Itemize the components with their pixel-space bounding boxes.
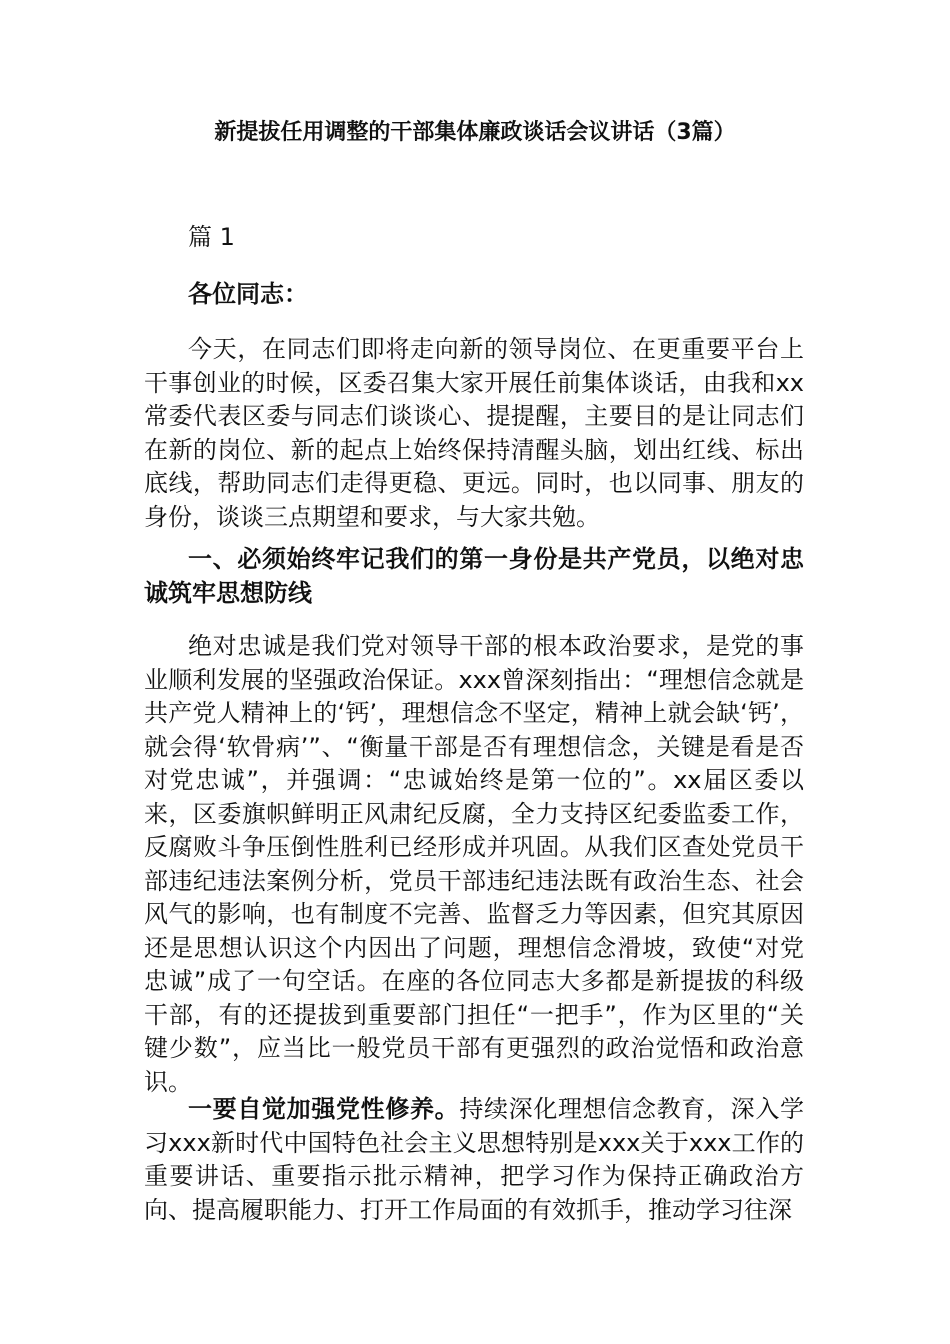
salutation: 各位同志： bbox=[188, 280, 308, 308]
body-paragraph-2 bbox=[144, 1093, 804, 1227]
document-title: 新提拔任用调整的干部集体廉政谈话会议讲话（3篇） bbox=[214, 120, 736, 145]
section-heading-1: 一、必须始终牢记我们的第一身份是共产党员，以绝对忠诚筑牢思想防线 bbox=[144, 545, 804, 607]
section-label: 篇 1 bbox=[188, 223, 235, 251]
body-paragraph-2-text: 持续深化理想信念教育，深入学习xxx新时代中国特色社会主义思想特别是xxx关于xxx工作的重要讲话、重要指示批示精神，把学习作为保持正确政治方向、提高履职能力、打开工作局面的有效抓手，推动学习往深 bbox=[144, 1095, 805, 1224]
body-paragraph-1: 绝对忠诚是我们党对领导干部的根本政治要求，是党的事业顺利发展的坚强政治保证。xxx曾深刻指出：“理想信念就是共产党人精神上的‘钙’，理想信念不坚定，精神上就会缺‘钙’，就会得‘软骨病’”、“衡量干部是否有理想信念，关键是看是否对党忠诚”，并强调：“忠诚始终是第一位的”。xx届区委以来，区委旗帜鲜明正风肃纪反腐，全力支持区纪委监委工作，反腐败斗争压倒性胜利已经形成并巩固。从我们区查处党员干部违纪违法案例分析，党员干部违纪违法既有政治生态、社会风气的影响，也有制度不完善、监督乏力等因素，但究其原因还是思想认识这个内因出了问题，理想信念滑坡，致使“对党忠诚”成了一句空话。在座的各位同志大多都是新提拔的科级干部，有的还提拔到重要部门担任“一把手”，作为区里的“关键少数”，应当比一般党员干部有更强烈的政治觉悟和政治意识。 bbox=[144, 632, 804, 1096]
body-paragraph-2-lead: 一要自觉加强党性修养。 bbox=[188, 1095, 460, 1123]
intro-paragraph: 今天，在同志们即将走向新的领导岗位、在更重要平台上干事创业的时候，区委召集大家开展任前集体谈话，由我和xx常委代表区委与同志们谈谈心、提提醒，主要目的是让同志们在新的岗位、新的起点上始终保持清醒头脑，划出红线、标出底线，帮助同志们走得更稳、更远。同时，也以同事、朋友的身份，谈谈三点期望和要求，与大家共勉。 bbox=[144, 335, 804, 531]
